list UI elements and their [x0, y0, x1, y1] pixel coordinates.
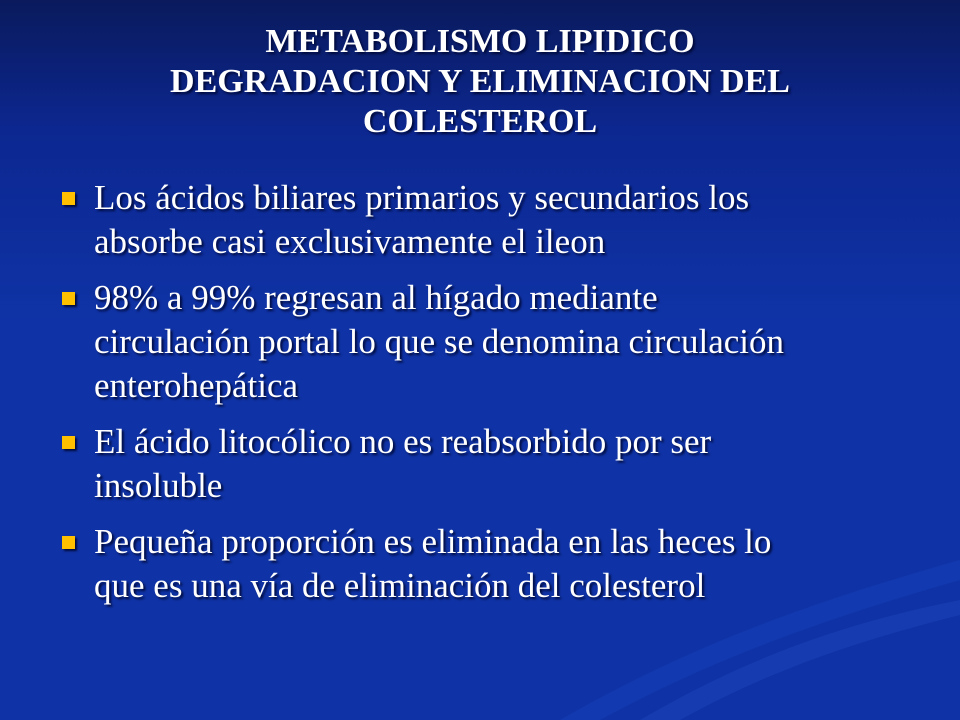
bullet-item [62, 276, 922, 408]
square-bullet-icon [62, 436, 75, 449]
bullet-line: circulación portal lo que se denomina circulación [94, 322, 785, 361]
bullet-item [62, 420, 922, 508]
slide-title [80, 22, 880, 142]
title-line-1: METABOLISMO LIPIDICO [265, 23, 695, 60]
square-bullet-icon [62, 192, 75, 205]
square-bullet-icon [62, 292, 75, 305]
bullet-line: Los ácidos biliares primarios y secundarios los [94, 178, 750, 217]
bullet-line: Pequeña proporción es eliminada en las heces lo [94, 522, 772, 561]
bullet-line: absorbe casi exclusivamente el ileon [94, 222, 606, 261]
title-line-2: DEGRADACION Y ELIMINACION DEL [170, 63, 790, 100]
bullet-line: El ácido litocólico no es reabsorbido por ser [94, 422, 712, 461]
bullet-line: que es una vía de eliminación del colesterol [94, 566, 706, 605]
bullet-line: insoluble [94, 466, 223, 505]
bullet-item [62, 520, 922, 608]
square-bullet-icon [62, 536, 75, 549]
bullet-line: 98% a 99% regresan al hígado mediante [94, 278, 658, 317]
bullet-list [62, 176, 922, 620]
bullet-item [62, 176, 922, 264]
title-line-3: COLESTEROL [362, 103, 598, 140]
bullet-line: enterohepática [94, 366, 299, 405]
